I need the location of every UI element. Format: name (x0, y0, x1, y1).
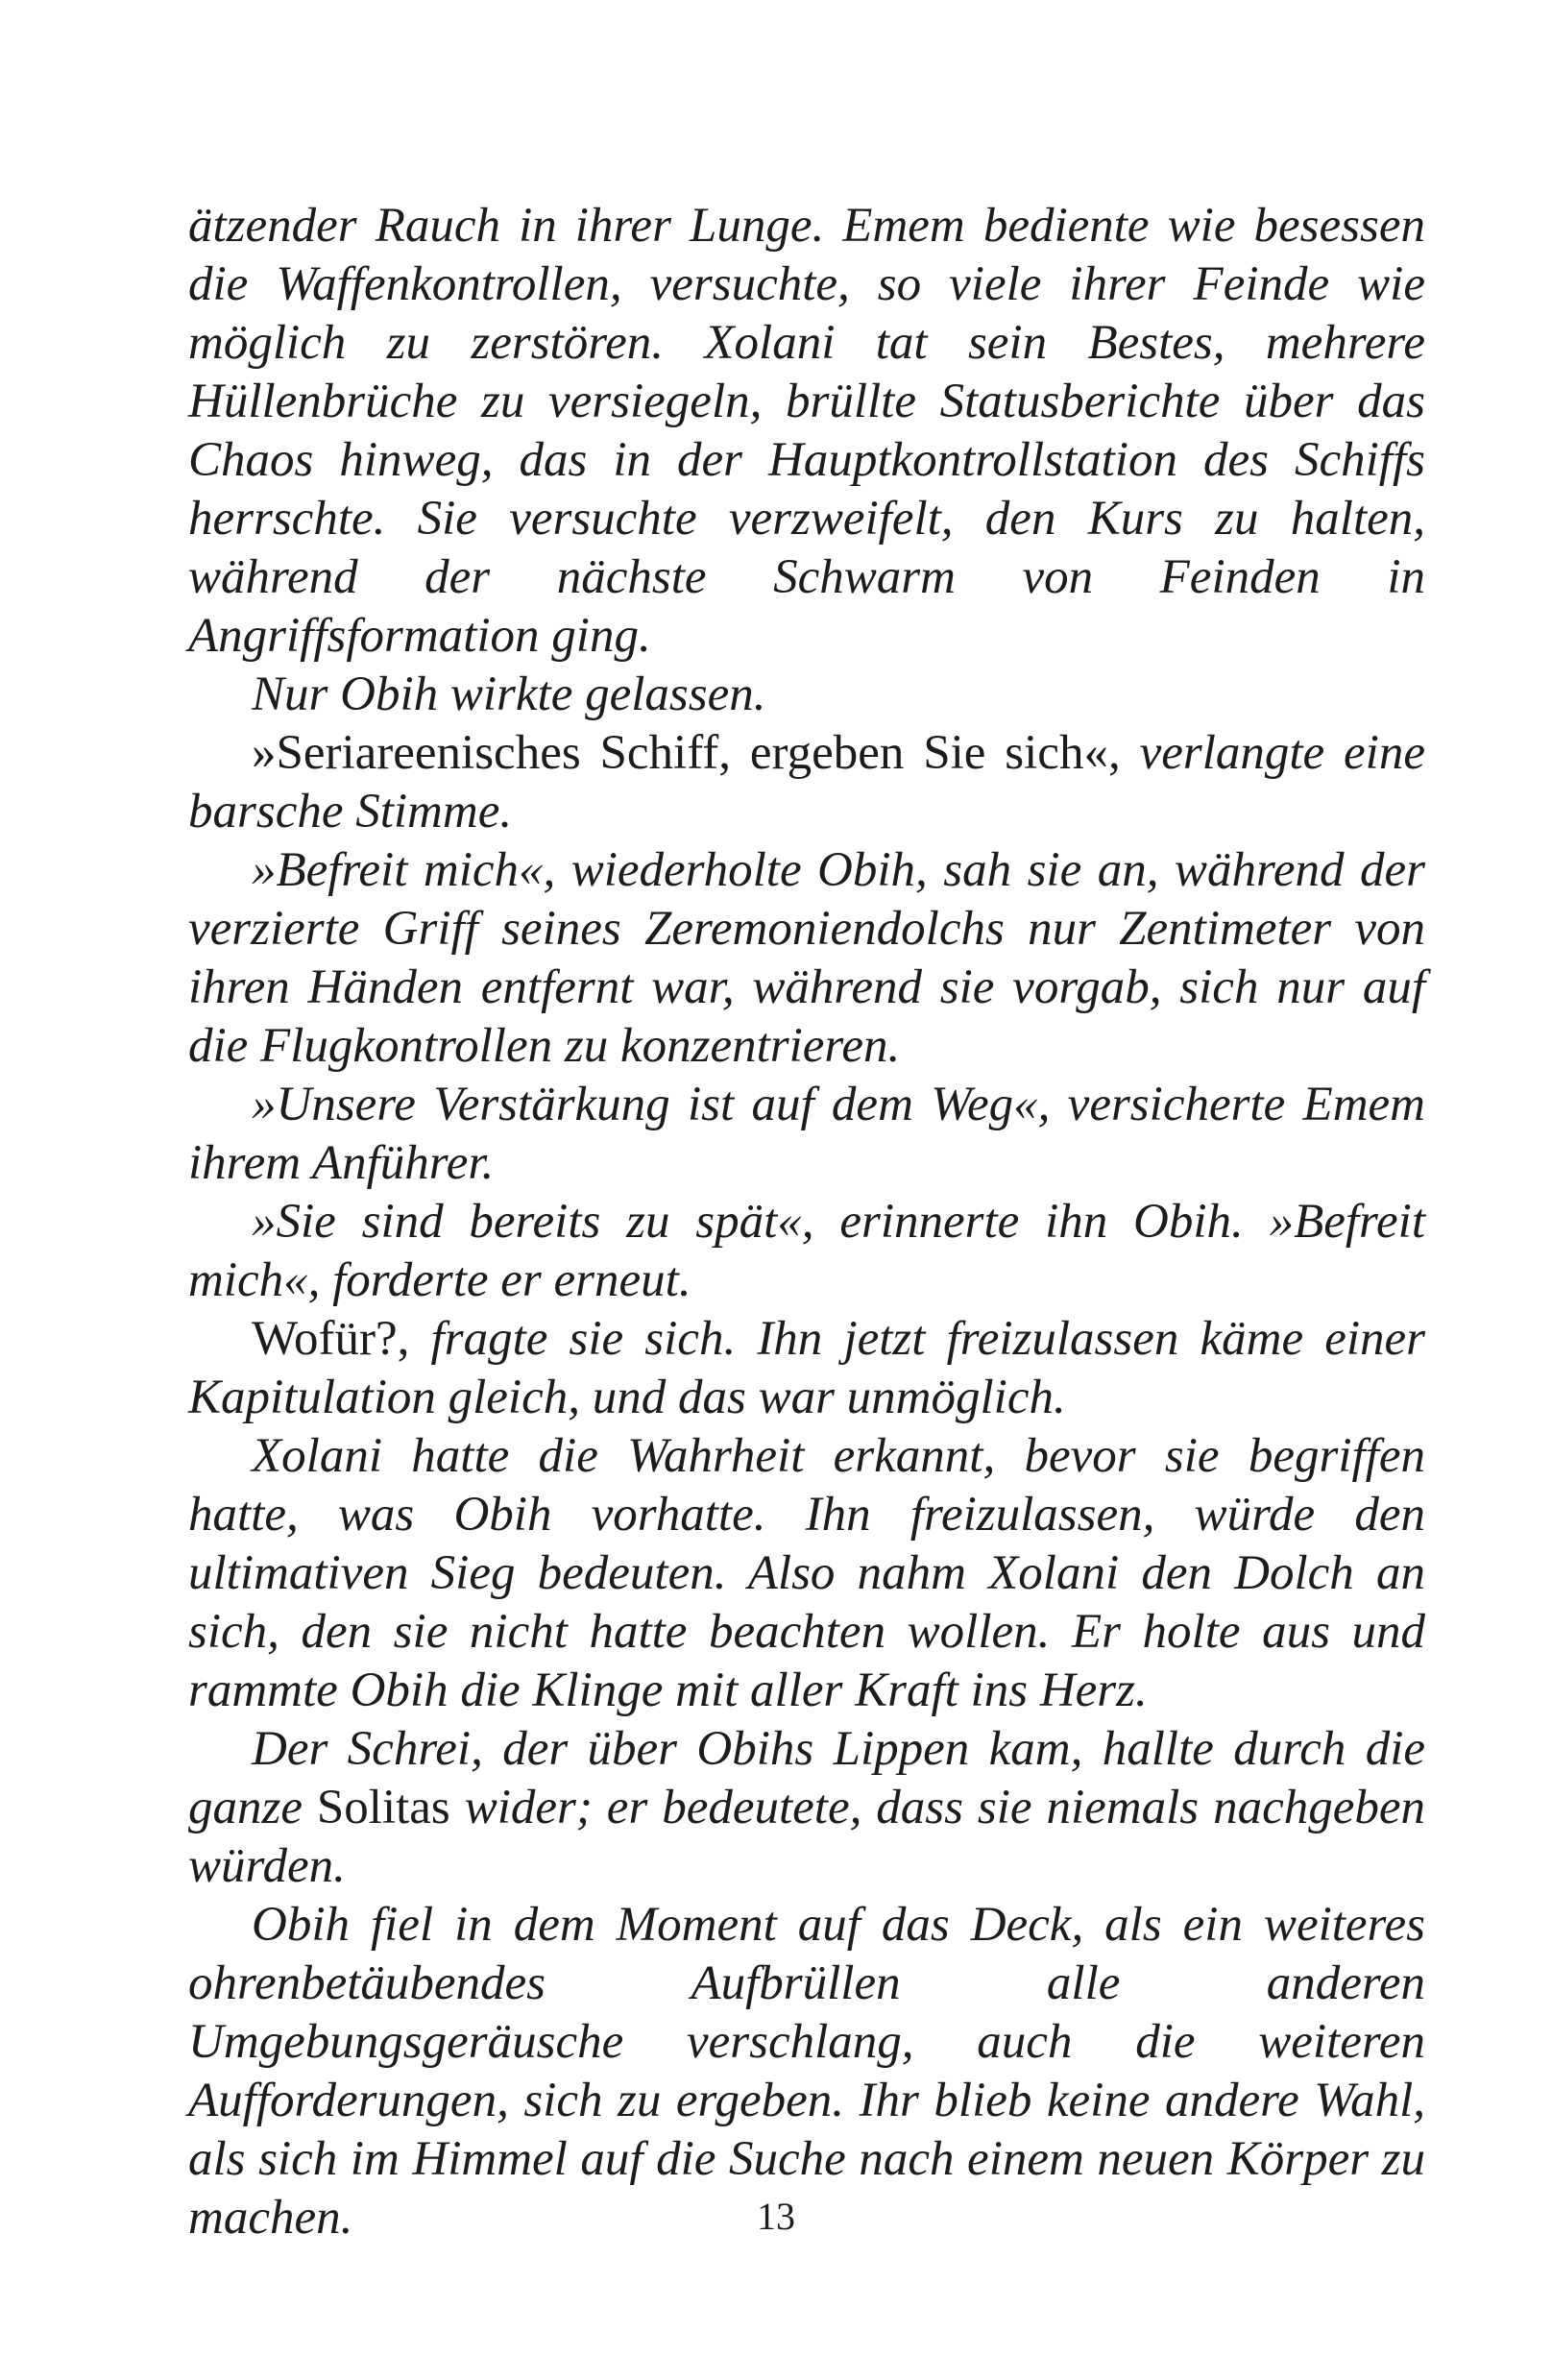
paragraph-1 (188, 197, 1425, 666)
text-run: fragte sie sich. Ihn jetzt freizulassen käme einer Kapitulation gleich, und das war unmöglich. (188, 1312, 1425, 1424)
text-run: ätzender Rauch in ihrer Lunge. Emem bediente wie besessen die Waffenkontrollen, versuchte, so viele ihrer Feinde wie möglich zu zerstören. Xolani tat sein Bestes, mehrere Hüllenbrüche zu versiegeln, brüllte Statusberichte über das Chaos hinweg, das in der Hauptkontrollstation des Schiffs herrschte. Sie versuchte verzweifelt, den Kurs zu halten, während der nächste Schwarm von Feinden in Angriffsformation ging. (188, 199, 1425, 663)
text-run: verlangte eine barsche Stimme. (188, 726, 1425, 838)
text-run: »Seriareenisches Schiff, ergeben Sie sich«, (252, 726, 1140, 780)
text-run: Der Schrei, der über Obihs Lippen kam, hallte durch die ganze (188, 1722, 1425, 1834)
text-run: Xolani hatte die Wahrheit erkannt, bevor sie begriffen hatte, was Obih vorhatte. Ihn freizulassen, würde den ultimativen Sieg bedeuten. Also nahm Xolani den Dolch an sich, den sie nicht hatte beachten wollen. Er holte aus und rammte Obih die Klinge mit aller Kraft ins Herz. (188, 1429, 1425, 1717)
text-run: »Sie sind bereits zu spät«, erinnerte ihn Obih. »Befreit mich«, forderte er erneut. (188, 1195, 1425, 1307)
text-run: »Unsere Verstärkung ist auf dem Weg«, versicherte Emem ihrem Anführer. (188, 1078, 1425, 1190)
paragraph-4 (188, 841, 1425, 1076)
text-run: Nur Obih wirkte gelassen. (252, 668, 766, 721)
paragraph-6 (188, 1193, 1425, 1310)
paragraph-5 (188, 1076, 1425, 1193)
text-run: Wofür?, (252, 1312, 431, 1366)
paragraph-2 (188, 666, 1425, 724)
paragraph-3 (188, 724, 1425, 841)
page-number: 13 (757, 2195, 795, 2238)
text-run: »Befreit mich«, wiederholte Obih, sah sie an, während der verzierte Griff seines Zeremoniendolchs nur Zentimeter von ihren Händen entfernt war, während sie vorgab, sich nur auf die Flugkontrollen zu konzentrieren. (188, 843, 1425, 1073)
text-run: wider; er bedeutete, dass sie niemals nachgeben würden. (188, 1781, 1425, 1893)
body-text (188, 197, 1425, 2247)
text-run: Obih fiel in dem Moment auf das Deck, als ein weiteres ohrenbetäubendes Aufbrüllen alle anderen Umgebungsgeräusche verschlang, auch die weiteren Aufforderungen, sich zu ergeben. Ihr blieb keine andere Wahl, als sich im Himmel auf die Suche nach einem neuen Körper zu machen. (188, 1898, 1425, 2245)
paragraph-9 (188, 1720, 1425, 1896)
paragraph-7 (188, 1310, 1425, 1427)
book-page (188, 197, 1425, 2247)
paragraph-8 (188, 1427, 1425, 1720)
text-run: Solitas (316, 1781, 450, 1834)
